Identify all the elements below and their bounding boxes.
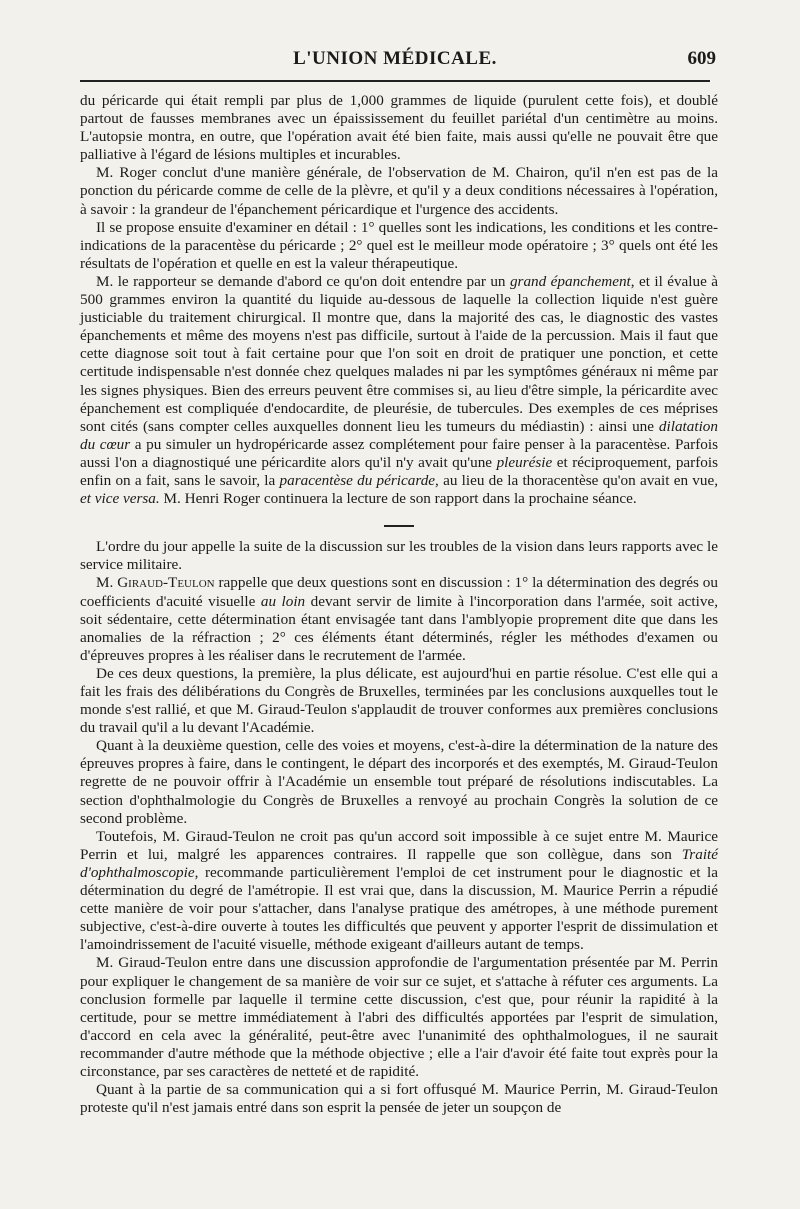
paragraph — [80, 574, 718, 664]
paragraph: Quant à la partie de sa communication qui a si fort offusqué M. Maurice Perrin, M. Giraud-Teulon proteste qu'il n'est jamais entré dans son esprit la pensée de jeter un soupçon de — [80, 1081, 718, 1117]
paragraph: du péricarde qui était rempli par plus de 1,000 grammes de liquide (purulent cette fois), et doublé partout de fausses membranes avec un épaississement du feuillet pariétal d'un centimètre au moins. L'autopsie montra, en outre, que l'opération avait été bien faite, mais aussi qu'elle ne pouvait être que palliative à l'égard de lésions multiples et incurables. — [80, 92, 718, 164]
paragraph — [80, 828, 718, 955]
italic-term: pleurésie — [496, 453, 553, 471]
text-run: , recommande particulièrement l'emploi de cet instrument pour le diagnostic et la détermination du degré de l'amétropie. Il est vrai que, dans la discussion, M. Maurice Perrin a répudié cette manière de voir pour s'attacher, dans l'analyse pratique des amétropes, à une méthode purement subjective, c'est-à-dire ouverte à toutes les difficultés que peuvent y apporter l'esprit de dissimulation et l'amoindrissement de l'acuité visuelle, méthode exigeant d'ailleurs autant de temps. — [80, 863, 718, 954]
running-header — [80, 46, 716, 82]
text-run: , au lieu de la thoracentèse qu'on avait en vue, — [435, 471, 719, 489]
text-run: devant servir de limite à l'incorporation dans l'armée, soit active, soit sédentaire, cette détermination étant envisagée tant dans l'amblyopie proprement dite que dans les anomalies de la réfraction ; 2° ces éléments étant déterminés, régler les méthodes d'examen ou d'épreuves propres à les réaliser dans le recrutement de l'armée. — [80, 592, 718, 664]
text-run: Toutefois, M. Giraud-Teulon ne croit pas qu'un accord soit impossible à ce sujet entre M. Maurice Perrin et lui, malgré les apparences contraires. Il rappelle que son collègue, dans son — [80, 827, 718, 863]
journal-title: L'UNION MÉDICALE. — [293, 48, 497, 69]
italic-term: grand épanchement — [509, 272, 631, 290]
article-body — [80, 92, 718, 1117]
italic-term: paracentèse du péricarde — [279, 471, 436, 489]
paragraph — [80, 273, 718, 508]
paragraph: Quant à la deuxième question, celle des voies et moyens, c'est-à-dire la détermination de la nature des épreuves propres à faire, dans le contingent, le départ des incorporés et des exemptés, M. Giraud-Teulon regrette de ne pouvoir offrir à l'Académie un ensemble tout préparé de résolutions indiscutables. La section d'ophthalmologie du Congrès de Bruxelles a renvoyé au prochain Congrès la solution de ce second problème. — [80, 737, 718, 827]
text-run: , et il évalue à 500 grammes environ la quantité du liquide au-dessous de laquelle la collection liquide n'est guère justiciable du traitement chirurgical. Il montre que, dans la majorité des cas, le diagnostic des vastes épanchements et même des moyens n'est pas difficile, surtout à l'aide de la percussion. Mais il faut que cette diagnose soit tout à fait certaine pour que l'on soit en droit de pratiquer une ponction, et cette certitude indispensable n'est donnée chez quelques malades ni par les symptômes généraux ni même par les signes physiques. Bien des erreurs peuvent être commises si, au lieu d'être simple, la péricardite avec épanchement est compliquée d'endocardite, de pleurésie, de tubercules. Des exemples de ces méprises sont cités (sans compter celles auxquelles donnent lieu les tumeurs du médiastin) : ainsi une — [80, 272, 718, 435]
italic-term: au loin — [260, 592, 306, 610]
italic-term: et vice versa. — [80, 490, 160, 508]
paragraph: Il se propose ensuite d'examiner en détail : 1° quelles sont les indications, les conditions et les contre-indications de la paracentèse du péricarde ; 2° quel est le meilleur mode opératoire ; 3° quels ont été les résultats de l'opération et quelle en est la valeur thérapeutique. — [80, 218, 718, 272]
text-run: et réciproquement, parfois enfin on a fait, sans le savoir, la — [80, 453, 719, 489]
text-run: a pu simuler un hydropéricarde assez complétement pour faire penser à la paracentèse. Parfois aussi l'on a diagnostiqué une péricardite alors qu'il n'y avait qu'une — [80, 435, 718, 471]
speaker-name: M. Giraud-Teulon — [96, 574, 215, 592]
section-separator — [80, 514, 718, 532]
text-run: M. Henri Roger continuera la lecture de son rapport dans la prochaine séance. — [159, 490, 637, 508]
text-run: M. le rapporteur se demande d'abord ce qu'on doit entendre par un — [96, 272, 510, 290]
book-title: Traité d'ophthalmoscopie — [80, 845, 718, 881]
paragraph: M. Giraud-Teulon entre dans une discussion approfondie de l'argumentation présentée par M. Perrin pour expliquer le changement de sa manière de voir sur ce sujet, et s'attache à réfuter ces arguments. La conclusion formelle par laquelle il termine cette discussion, c'est que, pour réunir la rapidité à la certitude, pour se mettre immédiatement à l'abri des difficultés apportées par l'esprit de simulation, d'accord en cela avec la généralité, peut-être avec l'unanimité des ophthalmologues, il ne saurait recommander d'autre méthode que la méthode objective ; elle a l'air d'avoir été faite tout exprès pour la circonstance, par ses caractères de netteté et de rapidité. — [80, 954, 718, 1080]
italic-term: dilatation du cœur — [80, 417, 718, 453]
paragraph: M. Roger conclut d'une manière générale, de l'observation de M. Chairon, qu'il n'en est pas de la ponction du péricarde comme de celle de la plèvre, et qu'il y a deux conditions nécessaires à l'opération, à savoir : la grandeur de l'épanchement péricardique et l'urgence des accidents. — [80, 164, 718, 218]
paragraph: L'ordre du jour appelle la suite de la discussion sur les troubles de la vision dans leurs rapports avec le service militaire. — [80, 538, 718, 574]
page-number: 609 — [687, 48, 716, 69]
text-run: rappelle que deux questions sont en discussion : 1° la détermination des degrés ou coefficients d'acuité visuelle — [80, 574, 718, 610]
paragraph: De ces deux questions, la première, la plus délicate, est aujourd'hui en partie résolue. C'est elle qui a fait les frais des délibérations du Congrès de Bruxelles, terminées par les conclusions auxquelles tout le monde s'est rallié, et que M. Giraud-Teulon s'applaudit de trouver conformes aux premières conclusions du travail qu'il a lu devant l'Académie. — [80, 664, 718, 737]
